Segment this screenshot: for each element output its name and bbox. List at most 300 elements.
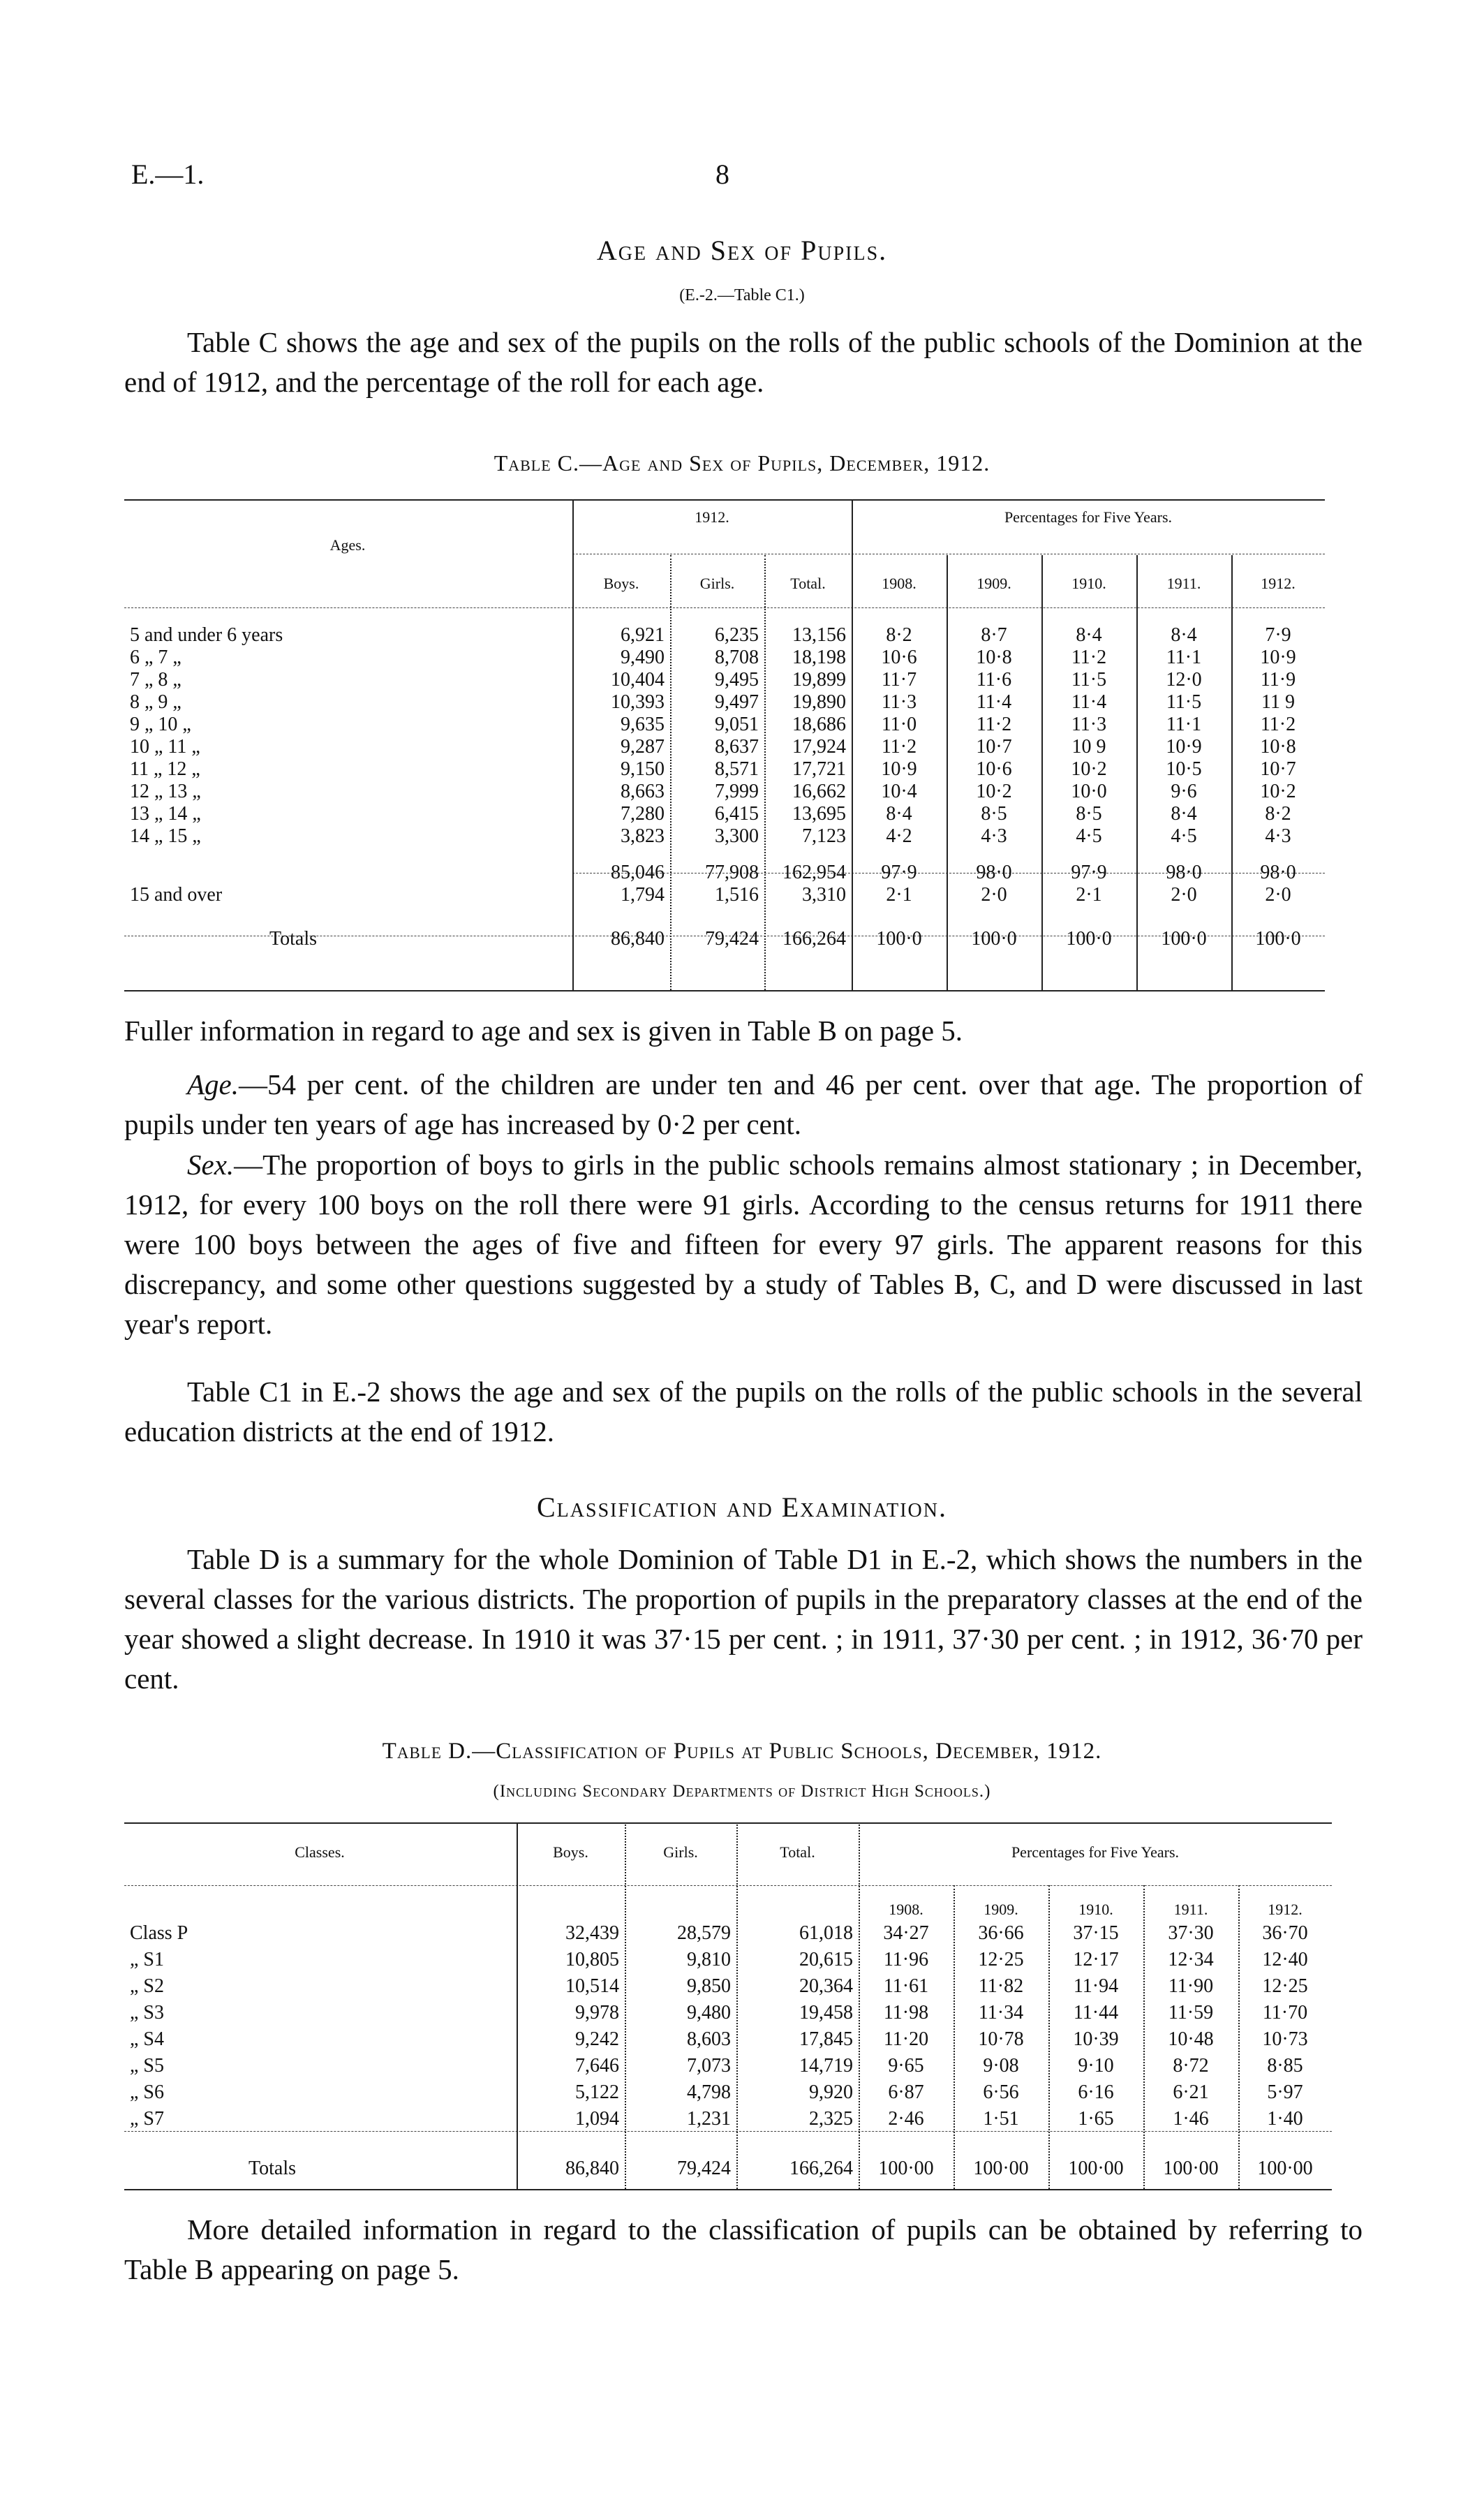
table-c-percent-header: Percentages for Five Years. (1004, 508, 1173, 526)
cell-percent: 12·34 (1168, 1949, 1214, 1970)
cell-percent: 10·2 (1071, 758, 1107, 780)
cell-percent: 4·3 (1265, 825, 1291, 847)
cell-percent: 4·3 (981, 825, 1007, 847)
table-d-intro-paragraph (124, 1540, 1363, 1699)
cell-percent: 2·0 (1265, 884, 1291, 906)
cell-percent: 37·15 (1073, 1922, 1119, 1944)
cell-girls: 8,637 (715, 736, 759, 758)
cell-total: 19,458 (799, 2002, 853, 2023)
cell-percent: 10·6 (976, 758, 1012, 780)
cell-percent: 10·9 (1260, 647, 1296, 668)
cell-boys: 3,823 (621, 825, 665, 847)
cell-total: 7,123 (802, 825, 846, 847)
cell-girls: 3,300 (715, 825, 759, 847)
section-title-age-sex: Age and Sex of Pupils. (596, 235, 888, 266)
row-label-text: „ S3 (130, 2002, 164, 2023)
cell-total: 17,924 (792, 736, 846, 758)
table-c-caption: Table C.—Age and Sex of Pupils, December, 1912. (494, 450, 990, 476)
table-d-percent-header: Percentages for Five Years. (1011, 1843, 1180, 1861)
cell-percent: 11·1 (1166, 714, 1202, 735)
table-d-girls-header: Girls. (663, 1843, 698, 1861)
cell-girls: 4,798 (687, 2081, 731, 2103)
cell-percent: 10·6 (881, 647, 917, 668)
col-total: Total. (790, 575, 826, 592)
cell-boys: 7,280 (621, 803, 665, 825)
cell-percent: 8·7 (981, 624, 1007, 646)
intro-paragraph-table-c (124, 323, 1363, 402)
cell-percent: 8·2 (1265, 803, 1291, 825)
cell-boys: 7,646 (575, 2055, 619, 2077)
row-label (124, 758, 572, 781)
col-year: 1909. (984, 1901, 1018, 1918)
cell-percent: 8·5 (1076, 803, 1102, 825)
table-d-divider (1143, 1885, 1145, 2189)
cell-total: 14,719 (799, 2055, 853, 2077)
table-d-divider (517, 1822, 518, 2189)
cell-percent: 11·90 (1168, 1975, 1214, 1997)
cell-girls: 28,579 (677, 1922, 731, 1944)
cell-total: 166,264 (789, 2158, 853, 2179)
sex-label: Sex. (187, 1149, 235, 1181)
row-label (124, 2053, 517, 2079)
cell-percent: 11·98 (883, 2002, 929, 2023)
row-label-text: „ S6 (130, 2081, 164, 2103)
cell-girls: 7,999 (715, 781, 759, 802)
row-label (124, 2026, 517, 2053)
source-reference: (E.-2.—Table C1.) (679, 286, 805, 304)
cell-total: 16,662 (792, 781, 846, 802)
row-label-text: 12 „ 13 „ (130, 781, 201, 802)
cell-percent: 12·40 (1262, 1949, 1308, 1970)
row-label (124, 1973, 517, 2000)
col-girls: Girls. (699, 575, 735, 592)
cell-percent: 11·2 (1071, 647, 1107, 668)
cell-total: 61,018 (799, 1922, 853, 1944)
row-label-text: 14 „ 15 „ (130, 825, 201, 847)
table-row (124, 691, 1325, 714)
cell-percent: 10·0 (1071, 781, 1107, 802)
table-row (124, 669, 1325, 691)
cell-boys: 86,840 (565, 2158, 619, 2179)
table-c-1912-header: 1912. (695, 508, 729, 526)
table-d-divider (625, 1822, 626, 2189)
cell-percent: 10·39 (1073, 2028, 1119, 2050)
cell-percent: 4·2 (886, 825, 912, 847)
cell-percent: 11·5 (1166, 691, 1202, 713)
cell-percent: 100·00 (878, 2158, 934, 2179)
cell-girls: 8,708 (715, 647, 759, 668)
table-c-divider (670, 555, 671, 990)
table-c-divider (1041, 555, 1043, 990)
table-row (124, 927, 1325, 950)
cell-percent: 11·59 (1168, 2002, 1214, 2023)
cell-percent: 11·9 (1260, 669, 1296, 691)
table-c-ages-header: Ages. (329, 536, 366, 554)
sex-text: —The proportion of boys to girls in the public schools remains almost stationary ; in December, 1912, for every 100 boys on the roll there were 91 girls. According to the census returns for 1911 there were 100 boys between the ages of five and fifteen for every 97 girls. The apparent reasons for this discrepancy, and some other questions suggested by a study of Tables B, C, and D were discussed in last year's report. (124, 1149, 1363, 1340)
cell-percent: 11·2 (881, 736, 917, 758)
row-label (124, 2155, 517, 2183)
cell-percent: 6·56 (983, 2081, 1019, 2103)
cell-percent: 8·5 (981, 803, 1007, 825)
cell-percent: 8·72 (1173, 2055, 1209, 2077)
cell-girls: 9,495 (715, 669, 759, 691)
intro-text: Table C shows the age and sex of the pupils on the rolls of the public schools of the Dominion at the end of 1912, and the percentage of the roll for each age. (124, 326, 1363, 398)
cell-percent: 11·44 (1073, 2002, 1119, 2023)
age-label: Age. (187, 1068, 239, 1100)
document-code: E.—1. (131, 159, 205, 190)
cell-percent: 12·25 (978, 1949, 1024, 1970)
cell-girls: 6,235 (715, 624, 759, 646)
cell-percent: 11·70 (1262, 2002, 1308, 2023)
cell-percent: 2·0 (1171, 884, 1197, 906)
cell-percent: 100·0 (971, 927, 1017, 950)
table-row (124, 2026, 1332, 2053)
cell-girls: 79,424 (705, 927, 759, 950)
table-row (124, 2053, 1332, 2079)
cell-girls: 9,497 (715, 691, 759, 713)
cell-percent: 11·2 (976, 714, 1012, 735)
table-c-top-rule (124, 499, 1325, 501)
age-paragraph (124, 1065, 1363, 1144)
table-c-divider (1136, 555, 1138, 990)
cell-percent: 11·3 (1071, 714, 1107, 735)
table-c-body (124, 624, 1325, 950)
page-number: 8 (715, 159, 729, 190)
cell-percent: 11·6 (976, 669, 1012, 691)
table-c-bottom-rule (124, 990, 1325, 992)
row-label (124, 884, 572, 906)
cell-percent: 12·25 (1262, 1975, 1308, 1997)
table-d-divider (1238, 1885, 1240, 2189)
cell-percent: 11·4 (1071, 691, 1107, 713)
row-label (124, 624, 572, 647)
cell-percent: 10·5 (1166, 758, 1202, 780)
table-d-divider (736, 1822, 738, 2189)
cell-percent: 1·40 (1267, 2108, 1303, 2130)
cell-percent: 1·51 (983, 2108, 1019, 2130)
table-d-intro-text: Table D is a summary for the whole Dominion of Table D1 in E.-2, which shows the numbers in the several classes for the various districts. The proportion of pupils in the preparatory classes at the end of the year showed a slight decrease. In 1910 it was 37·15 per cent. ; in 1911, 37·30 per cent. ; in 1912, 36·70 per cent. (124, 1543, 1363, 1695)
table-d-header-rule (124, 1885, 1332, 1886)
table-d-divider (1048, 1885, 1050, 2189)
table-row (124, 1920, 1332, 1947)
row-label (124, 669, 572, 691)
cell-total: 19,890 (792, 691, 846, 713)
row-label-text: 8 „ 9 „ (130, 691, 181, 713)
cell-boys: 10,805 (565, 1949, 619, 1970)
row-label-text: 9 „ 10 „ (130, 714, 191, 735)
cell-girls: 9,810 (687, 1949, 731, 1970)
cell-boys: 5,122 (575, 2081, 619, 2103)
table-row (124, 1973, 1332, 2000)
cell-percent: 100·0 (1161, 927, 1207, 950)
cell-total: 13,695 (792, 803, 846, 825)
cell-total: 20,615 (799, 1949, 853, 1970)
cell-girls: 7,073 (687, 2055, 731, 2077)
table-row (124, 884, 1325, 906)
cell-percent: 1·65 (1078, 2108, 1114, 2130)
row-label (124, 691, 572, 714)
row-label-text: „ S5 (130, 2055, 164, 2077)
cell-percent: 11·20 (883, 2028, 929, 2050)
cell-percent: 37·30 (1168, 1922, 1214, 1944)
row-label-text: 10 „ 11 „ (130, 736, 200, 758)
cell-percent: 100·00 (1257, 2158, 1313, 2179)
cell-percent: 5·97 (1267, 2081, 1303, 2103)
row-label-text: 15 and over (130, 884, 223, 906)
table-row (124, 1947, 1332, 1973)
cell-percent: 10·7 (1260, 758, 1296, 780)
cell-boys: 9,150 (621, 758, 665, 780)
cell-girls: 9,850 (687, 1975, 731, 1997)
table-d-caption: Table D.—Classification of Pupils at Public Schools, December, 1912. (382, 1739, 1102, 1764)
cell-boys: 10,393 (611, 691, 665, 713)
cell-percent: 36·66 (978, 1922, 1024, 1944)
row-label (124, 2000, 517, 2026)
table-d-classes-header: Classes. (295, 1843, 345, 1861)
table-c-divider (1231, 555, 1233, 990)
cell-boys: 6,921 (621, 624, 665, 646)
row-label-text: „ S1 (130, 1949, 164, 1970)
table-row (124, 2155, 1332, 2183)
cell-boys: 10,404 (611, 669, 665, 691)
cell-boys: 9,490 (621, 647, 665, 668)
table-row (124, 2000, 1332, 2026)
table-d-top-rule (124, 1822, 1332, 1824)
cell-percent: 10·8 (976, 647, 1012, 668)
cell-boys: 8,663 (621, 781, 665, 802)
cell-percent: 10·73 (1262, 2028, 1308, 2050)
row-label (124, 647, 572, 669)
table-d-body (124, 1920, 1332, 2183)
cell-percent: 11·5 (1071, 669, 1107, 691)
table-row (124, 781, 1325, 803)
cell-percent: 8·85 (1267, 2055, 1303, 2077)
cell-boys: 1,794 (621, 884, 665, 906)
cell-percent: 4·5 (1076, 825, 1102, 847)
cell-percent: 6·21 (1173, 2081, 1209, 2103)
table-row (124, 624, 1325, 647)
cell-percent: 100·0 (1255, 927, 1301, 950)
cell-percent: 11·61 (883, 1975, 929, 1997)
cell-girls: 77,908 (705, 862, 759, 883)
row-label-text: „ S2 (130, 1975, 164, 1997)
cell-percent: 11·34 (978, 2002, 1024, 2023)
cell-total: 162,954 (782, 862, 846, 883)
section-title-classification: Classification and Examination. (537, 1491, 947, 1523)
table-row (124, 758, 1325, 781)
table-row (124, 803, 1325, 825)
table-row (124, 862, 1325, 884)
col-year: 1908. (889, 1901, 923, 1918)
cell-total: 9,920 (809, 2081, 853, 2103)
table-d-year-headers (124, 1899, 1332, 1920)
cell-percent: 100·00 (973, 2158, 1029, 2179)
table-c (124, 564, 1325, 950)
cell-total: 18,686 (792, 714, 846, 735)
cell-percent: 2·1 (1076, 884, 1102, 906)
table-d-subcaption: (Including Secondary Departments of District High Schools.) (493, 1782, 991, 1801)
row-label-text: „ S7 (130, 2108, 164, 2130)
table-row (124, 2079, 1332, 2106)
cell-boys: 9,635 (621, 714, 665, 735)
table-d-total-header: Total. (780, 1843, 815, 1861)
row-label (124, 714, 572, 736)
cell-percent: 1·46 (1173, 2108, 1209, 2130)
cell-boys: 9,978 (575, 2002, 619, 2023)
cell-percent: 34·27 (883, 1922, 929, 1944)
col-year: 1911. (1166, 575, 1201, 592)
cell-percent: 6·87 (888, 2081, 924, 2103)
cell-percent: 7·9 (1265, 624, 1291, 646)
table-c1-paragraph (124, 1372, 1363, 1452)
cell-percent: 100·0 (876, 927, 922, 950)
cell-percent: 8·4 (1171, 803, 1197, 825)
cell-percent: 11·82 (978, 1975, 1024, 1997)
row-label (124, 1947, 517, 1973)
cell-percent: 11·3 (881, 691, 917, 713)
cell-boys: 9,287 (621, 736, 665, 758)
row-label-text: Totals (248, 2158, 297, 2179)
age-text: —54 per cent. of the children are under ten and 46 per cent. over that age. The proportion of pupils under ten years of age has increased by 0·2 per cent. (124, 1068, 1363, 1140)
row-label (124, 2079, 517, 2106)
cell-percent: 2·46 (888, 2108, 924, 2130)
cell-girls: 6,415 (715, 803, 759, 825)
row-label-text: 13 „ 14 „ (130, 803, 201, 825)
cell-percent: 11·94 (1073, 1975, 1119, 1997)
table-c-divider (572, 499, 574, 990)
row-label-text: 6 „ 7 „ (130, 647, 181, 668)
col-year: 1910. (1071, 575, 1106, 592)
cell-total: 19,899 (792, 669, 846, 691)
cell-percent: 10·7 (976, 736, 1012, 758)
row-label-text: 5 and under 6 years (130, 624, 283, 646)
cell-total: 18,198 (792, 647, 846, 668)
cell-percent: 12·17 (1073, 1949, 1119, 1970)
cell-percent: 9·08 (983, 2055, 1019, 2077)
fuller-info-text: Fuller information in regard to age and sex is given in Table B on page 5. (124, 1015, 963, 1047)
cell-total: 3,310 (802, 884, 846, 906)
cell-percent: 2·0 (981, 884, 1007, 906)
cell-percent: 11·1 (1166, 647, 1202, 668)
cell-percent: 11·4 (976, 691, 1012, 713)
col-boys: Boys. (603, 575, 639, 592)
col-year: 1912. (1261, 575, 1296, 592)
cell-percent: 10·8 (1260, 736, 1296, 758)
cell-girls: 1,516 (715, 884, 759, 906)
sex-paragraph (124, 1145, 1363, 1344)
cell-percent: 98·0 (1260, 862, 1296, 883)
cell-percent: 10 9 (1071, 736, 1106, 758)
col-year: 1912. (1268, 1901, 1303, 1918)
table-d (124, 1899, 1332, 2183)
cell-percent: 11·0 (881, 714, 917, 735)
row-label-empty (124, 862, 572, 884)
row-label-text: 11 „ 12 „ (130, 758, 200, 780)
cell-boys: 10,514 (565, 1975, 619, 1997)
row-label (124, 825, 572, 848)
cell-girls: 8,571 (715, 758, 759, 780)
cell-girls: 79,424 (677, 2158, 731, 2179)
cell-boys: 32,439 (565, 1922, 619, 1944)
cell-percent: 12·0 (1166, 669, 1202, 691)
cell-girls: 8,603 (687, 2028, 731, 2050)
cell-percent: 9·6 (1171, 781, 1197, 802)
table-d-divider (859, 1822, 860, 2189)
cell-percent: 97·9 (881, 862, 917, 883)
table-d-divider (954, 1885, 955, 2189)
table-row (124, 647, 1325, 669)
closing-text: More detailed information in regard to the classification of pupils can be obtained by referring to Table B appearing on page 5. (124, 2213, 1363, 2285)
row-label (124, 736, 572, 758)
cell-percent: 100·00 (1163, 2158, 1219, 2179)
cell-percent: 36·70 (1262, 1922, 1308, 1944)
cell-percent: 4·5 (1171, 825, 1197, 847)
col-year: 1908. (882, 575, 917, 592)
cell-girls: 9,480 (687, 2002, 731, 2023)
cell-percent: 9·65 (888, 2055, 924, 2077)
cell-percent: 10·9 (1166, 736, 1202, 758)
cell-percent: 11·2 (1260, 714, 1296, 735)
row-label-text: Totals (269, 927, 318, 950)
fuller-info-paragraph (124, 1011, 1363, 1051)
table-c1-text: Table C1 in E.-2 shows the age and sex of the pupils on the rolls of the public schools in the several education districts at the end of 1912. (124, 1376, 1363, 1447)
cell-percent: 100·0 (1066, 927, 1112, 950)
table-row (124, 714, 1325, 736)
cell-percent: 8·4 (1171, 624, 1197, 646)
row-label (124, 1920, 517, 1947)
row-label-text: „ S4 (130, 2028, 164, 2050)
cell-percent: 9·10 (1078, 2055, 1114, 2077)
cell-percent: 98·0 (1166, 862, 1202, 883)
cell-percent: 8·4 (886, 803, 912, 825)
closing-paragraph (124, 2210, 1363, 2290)
table-row (124, 2106, 1332, 2132)
table-c-divider (852, 499, 853, 990)
cell-percent: 11 9 (1261, 691, 1295, 713)
col-year: 1911. (1173, 1901, 1208, 1918)
cell-percent: 98·0 (976, 862, 1012, 883)
cell-percent: 8·4 (1076, 624, 1102, 646)
cell-percent: 8·2 (886, 624, 912, 646)
cell-total: 17,721 (792, 758, 846, 780)
table-row (124, 825, 1325, 848)
table-row (124, 736, 1325, 758)
cell-percent: 10·2 (1260, 781, 1296, 802)
col-year: 1909. (977, 575, 1011, 592)
cell-girls: 1,231 (687, 2108, 731, 2130)
cell-total: 166,264 (782, 927, 846, 950)
cell-percent: 10·78 (978, 2028, 1024, 2050)
cell-percent: 10·4 (881, 781, 917, 802)
table-c-divider (764, 555, 766, 990)
cell-total: 2,325 (809, 2108, 853, 2130)
row-label-text: Class P (130, 1922, 188, 1944)
cell-percent: 11·7 (881, 669, 917, 691)
cell-percent: 11·96 (883, 1949, 929, 1970)
cell-boys: 1,094 (575, 2108, 619, 2130)
row-label (124, 927, 572, 950)
cell-girls: 9,051 (715, 714, 759, 735)
cell-percent: 10·48 (1168, 2028, 1214, 2050)
cell-percent: 10·9 (881, 758, 917, 780)
cell-total: 20,364 (799, 1975, 853, 1997)
table-d-boys-header: Boys. (553, 1843, 588, 1861)
cell-percent: 10·2 (976, 781, 1012, 802)
cell-boys: 86,840 (611, 927, 665, 950)
cell-boys: 9,242 (575, 2028, 619, 2050)
row-label-text: 7 „ 8 „ (130, 669, 181, 691)
row-label (124, 2106, 517, 2132)
